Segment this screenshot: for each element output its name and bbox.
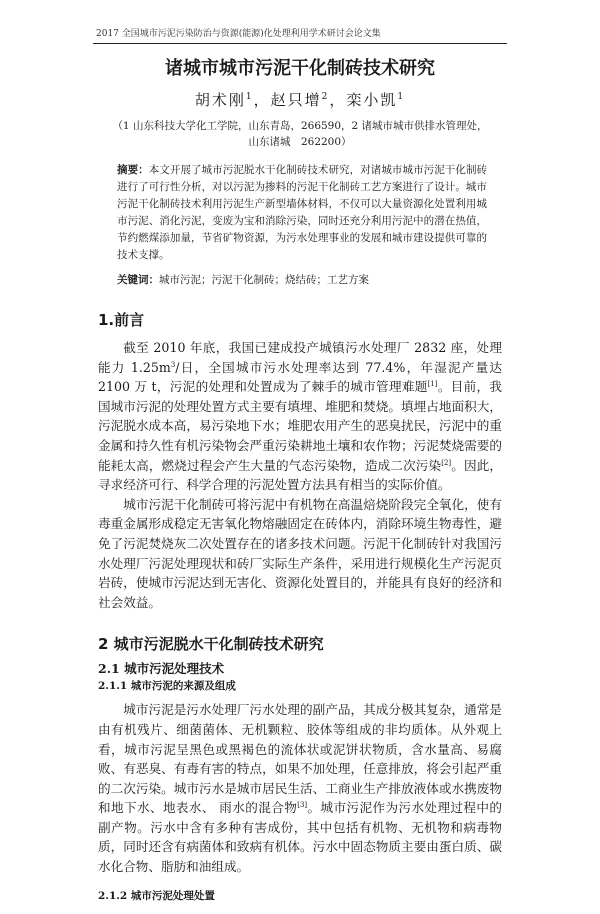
subsection-heading-2-1: 2.1 城市污泥处理技术 — [98, 661, 225, 677]
keywords-label: 关键词： — [117, 274, 159, 286]
paper-title: 诸城市城市污泥干化制砖技术研究 — [165, 58, 435, 79]
abstract-text: 本文开展了城市污泥脱水干化制砖技术研究，对诸城市城市污泥干化制砖进行了可行性分析，对以污泥为掺料的污泥干化制砖工艺方案进行了设计。城市污泥干化制砖技术利用污泥生产新型墙体材料，不仅可以大量资源化处置利用城市污泥、消化污泥，变废为宝和消除污染，同时还充分利用污泥中的潜在热值，节约燃煤添加量，节省矿物资源，为污水处理事业的发展和城市建设提供可靠的技术支撑。 — [117, 164, 488, 261]
abstract-label: 摘要： — [117, 164, 149, 176]
paragraph-sludge-source — [98, 700, 502, 876]
author-name: 栾小凯 — [346, 91, 398, 109]
text-run: /日，全国城市污水处理率达到 77.4%，年湿泥产量达 2100 万 t，污泥的处理和处置成为了棘手的城市管理难题 — [98, 359, 502, 395]
section-heading-introduction: 1.前言 — [98, 311, 145, 329]
citation-ref: [1] — [427, 380, 438, 388]
text-run: 截至 2010 年底，我国已建成投产城镇污水处理厂 2832 座，处理能力 1.25m — [98, 340, 502, 375]
text-run: 。目前，我国城市污泥的处理处置方式主要有填埋、堆肥和焚烧。填埋占地面积大，污泥脱水成本高，易污染地下水；堆肥农用产生的恶臭扰民，污泥中的重金属和持久性有机污染物会严重污染耕地土壤和农作物；污泥焚烧需要的能耗太高，燃烧过程会产生大量的气态污染物，造成二次污染 — [98, 379, 503, 473]
author-affiliation-mark: 2 — [321, 92, 330, 102]
unit-superscript: 3 — [170, 360, 176, 369]
abstract — [117, 162, 487, 264]
author-name: 胡术刚 — [194, 91, 246, 109]
author-separator: ， — [253, 91, 271, 109]
header-divider — [93, 43, 507, 44]
subsubsection-heading-2-1-1: 2.1.1 城市污泥的来源及组成 — [98, 680, 236, 693]
paragraph-introduction-2: 城市污泥干化制砖可将污泥中有机物在高温焙烧阶段完全氧化，使有毒重金属形成稳定无害氧化物熔融固定在砖体内，消除环境生物毒性，避免了污泥焚烧灰二次处置存在的诸多技术问题。污泥干化制砖针对我国污水处理厂污泥处理现状和砖厂实际生产条件，采用进行规模化生产污泥页岩砖，使城市污泥达到无害化、资源化处置目的，并能具有良好的经济和社会效益。 — [98, 496, 502, 610]
section-heading-2: 2 城市污泥脱水干化制砖技术研究 — [98, 635, 324, 654]
subsubsection-heading-2-1-2: 2.1.2 城市污泥处理处置 — [98, 889, 215, 902]
text-run: 城市污泥是污水处理厂污水处理的副产品，其成分极其复杂，通常是由有机残片、细菌菌体、无机颗粒、胶体等组成的非均质体。从外观上看，城市污泥呈黑色或黑褐色的流体状或泥饼状物质，含水量高、易腐败、有恶臭、有毒有害的特点，如果不加处理，任意排放，将会引起严重的二次污染。城市污水是城市居民生活、工商业生产排放液体或水携废物和地下水、地表水、 雨水的混合物 — [98, 702, 502, 816]
citation-ref: [3] — [297, 801, 308, 810]
keywords-text: 城市污泥；污泥干化制砖；烧结砖；工艺方案 — [159, 274, 369, 286]
paragraph-introduction-1 — [98, 338, 502, 495]
keywords — [117, 272, 487, 288]
running-header: 2017 全国城市污泥污染防治与资源(能源)化处理利用学术研讨会论文集 — [96, 29, 381, 39]
author-list — [98, 90, 502, 110]
text-run: 。因此，寻求经济可行、科学合理的污泥处置方法具有相当的实际价值。 — [98, 457, 503, 493]
text-run: 。城市污泥作为污水处理过程中的副产物。污水中含有多种有害成份，其中包括有机物、无机物和病毒物质，同时还含有病菌体和致病有机体。污水中固态物质主要由蛋白质、碳水化合物、脂肪和油组成。 — [98, 800, 502, 875]
author-name: 赵只增 — [270, 91, 322, 109]
author-affiliation-mark: 1 — [397, 92, 406, 102]
affiliation: （1 山东科技大学化工学院，山东青岛，266590，2 诸城市城市供排水管理处，山东诸城 262200） — [112, 120, 488, 148]
author-affiliation-mark: 1 — [245, 92, 254, 102]
citation-ref: [2] — [441, 458, 452, 467]
author-separator: ， — [329, 91, 347, 109]
